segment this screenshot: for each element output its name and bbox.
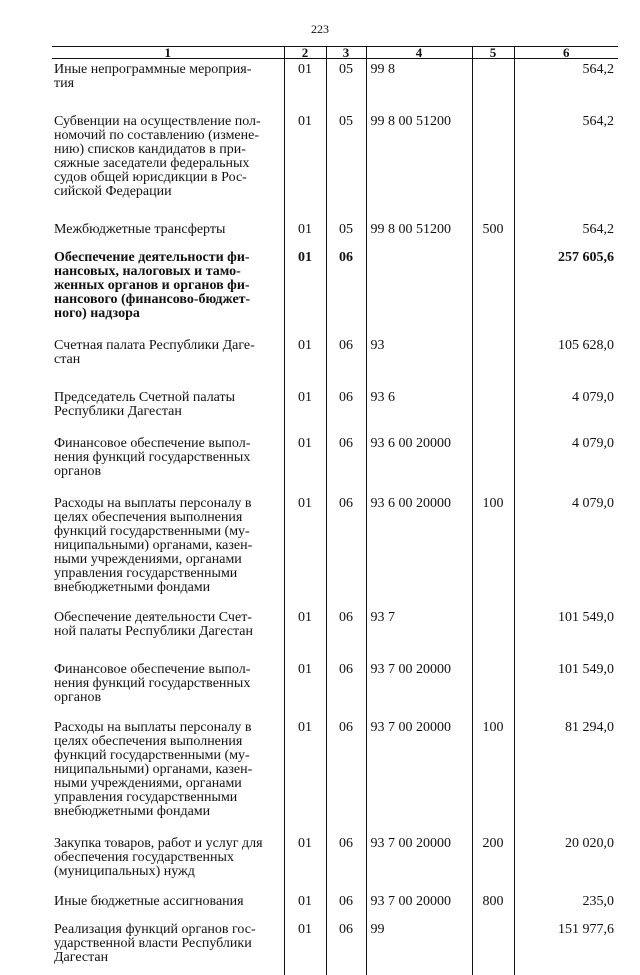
row-section-cell-text: 01 bbox=[298, 250, 312, 265]
row-subsection-cell bbox=[326, 59, 366, 112]
row-expense-type-cell bbox=[472, 717, 514, 833]
row-name-cell-text: Расходы на выплаты персоналу в целях обеспечения выполнения функций государственными (му- ниципальными) органами, казен- ными учреждениями, органами управления государственными внебюджетными фондами bbox=[54, 496, 252, 595]
row-expense-type-cell bbox=[472, 607, 514, 659]
row-subsection-cell-text: 06 bbox=[339, 436, 353, 451]
row-amount-cell-text: 4 079,0 bbox=[572, 496, 614, 511]
row-section-cell-text: 01 bbox=[298, 496, 312, 511]
row-name-cell-text: Иные бюджетные ассигнования bbox=[54, 894, 244, 909]
table-row bbox=[52, 387, 618, 433]
column-header-subsection: 3 bbox=[326, 47, 366, 59]
row-section-cell bbox=[284, 387, 326, 433]
row-expense-type-cell bbox=[472, 919, 514, 975]
row-subsection-cell-text: 06 bbox=[339, 894, 353, 909]
row-section-cell bbox=[284, 891, 326, 919]
row-section-cell-text: 01 bbox=[298, 390, 312, 405]
row-name-cell-text: Межбюджетные трансферты bbox=[54, 222, 225, 237]
row-subsection-cell-text: 06 bbox=[339, 390, 353, 405]
row-expense-type-cell bbox=[472, 387, 514, 433]
row-name-cell bbox=[52, 659, 284, 717]
row-section-cell bbox=[284, 659, 326, 717]
row-target-article-cell bbox=[366, 833, 472, 891]
row-amount-cell-text: 4 079,0 bbox=[572, 390, 614, 405]
row-name-cell-text: Финансовое обеспечение выпол- нения функций государственных органов bbox=[54, 436, 250, 479]
row-section-cell-text: 01 bbox=[298, 62, 312, 77]
table-row bbox=[52, 493, 618, 607]
row-name-cell-text: Председатель Счетной палаты Республики Дагестан bbox=[54, 390, 235, 419]
table-row bbox=[52, 247, 618, 335]
row-subsection-cell bbox=[326, 387, 366, 433]
row-target-article-cell bbox=[366, 59, 472, 112]
row-section-cell bbox=[284, 493, 326, 607]
row-target-article-cell-text: 99 8 00 51200 bbox=[371, 222, 452, 237]
table-row bbox=[52, 59, 618, 112]
row-subsection-cell-text: 05 bbox=[339, 62, 353, 77]
column-header-expense-type: 5 bbox=[472, 47, 514, 59]
row-subsection-cell-text: 06 bbox=[339, 496, 353, 511]
row-subsection-cell bbox=[326, 111, 366, 219]
column-header-section: 2 bbox=[284, 47, 326, 59]
row-expense-type-cell bbox=[472, 59, 514, 112]
row-target-article-cell bbox=[366, 387, 472, 433]
budget-table bbox=[52, 46, 618, 975]
row-amount-cell-text: 257 605,6 bbox=[558, 250, 614, 265]
table-row bbox=[52, 219, 618, 247]
row-section-cell-text: 01 bbox=[298, 114, 312, 129]
row-section-cell-text: 01 bbox=[298, 836, 312, 851]
row-expense-type-cell bbox=[472, 247, 514, 335]
row-section-cell bbox=[284, 919, 326, 975]
row-target-article-cell-text: 93 7 00 20000 bbox=[371, 662, 452, 677]
row-name-cell bbox=[52, 919, 284, 975]
row-name-cell-text: Счетная палата Республики Даге- стан bbox=[54, 338, 255, 367]
row-expense-type-cell bbox=[472, 219, 514, 247]
column-header-name: 1 bbox=[52, 47, 284, 59]
row-section-cell bbox=[284, 717, 326, 833]
row-amount-cell bbox=[514, 717, 618, 833]
column-header-target-article: 4 bbox=[366, 47, 472, 59]
row-section-cell bbox=[284, 335, 326, 387]
row-target-article-cell-text: 93 7 00 20000 bbox=[371, 836, 452, 851]
row-name-cell-text: Обеспечение деятельности фи- нансовых, налоговых и тамо- женных органов и органов фи- нансового (финансово-бюджет- ного) надзора bbox=[54, 250, 250, 321]
row-amount-cell bbox=[514, 111, 618, 219]
row-expense-type-cell-text: 100 bbox=[483, 720, 504, 735]
row-amount-cell bbox=[514, 219, 618, 247]
row-subsection-cell bbox=[326, 833, 366, 891]
row-name-cell bbox=[52, 717, 284, 833]
table-header-row bbox=[52, 47, 618, 59]
row-section-cell bbox=[284, 433, 326, 493]
row-name-cell bbox=[52, 111, 284, 219]
row-section-cell-text: 01 bbox=[298, 894, 312, 909]
row-section-cell-text: 01 bbox=[298, 436, 312, 451]
row-amount-cell bbox=[514, 919, 618, 975]
row-section-cell bbox=[284, 111, 326, 219]
row-section-cell-text: 01 bbox=[298, 720, 312, 735]
row-amount-cell bbox=[514, 247, 618, 335]
row-amount-cell bbox=[514, 833, 618, 891]
row-expense-type-cell-text: 500 bbox=[483, 222, 504, 237]
table-row bbox=[52, 433, 618, 493]
row-target-article-cell bbox=[366, 111, 472, 219]
row-target-article-cell-text: 93 6 bbox=[371, 390, 396, 405]
table-row bbox=[52, 607, 618, 659]
row-amount-cell-text: 101 549,0 bbox=[558, 662, 614, 677]
row-subsection-cell-text: 06 bbox=[339, 610, 353, 625]
row-amount-cell-text: 235,0 bbox=[583, 894, 615, 909]
row-subsection-cell bbox=[326, 659, 366, 717]
row-name-cell bbox=[52, 833, 284, 891]
row-name-cell bbox=[52, 59, 284, 112]
row-subsection-cell-text: 06 bbox=[339, 922, 353, 937]
row-section-cell bbox=[284, 607, 326, 659]
row-target-article-cell-text: 99 8 00 51200 bbox=[371, 114, 452, 129]
row-name-cell bbox=[52, 433, 284, 493]
row-subsection-cell bbox=[326, 335, 366, 387]
column-header-amount: 6 bbox=[514, 47, 618, 59]
row-target-article-cell bbox=[366, 607, 472, 659]
row-expense-type-cell-text: 200 bbox=[483, 836, 504, 851]
row-subsection-cell bbox=[326, 919, 366, 975]
row-name-cell bbox=[52, 335, 284, 387]
row-name-cell bbox=[52, 387, 284, 433]
row-expense-type-cell bbox=[472, 493, 514, 607]
row-section-cell-text: 01 bbox=[298, 338, 312, 353]
row-expense-type-cell bbox=[472, 433, 514, 493]
row-target-article-cell bbox=[366, 247, 472, 335]
row-amount-cell-text: 564,2 bbox=[583, 222, 615, 237]
row-section-cell-text: 01 bbox=[298, 922, 312, 937]
row-amount-cell-text: 20 020,0 bbox=[565, 836, 614, 851]
row-subsection-cell-text: 06 bbox=[339, 250, 353, 265]
row-expense-type-cell bbox=[472, 335, 514, 387]
row-amount-cell bbox=[514, 387, 618, 433]
row-section-cell-text: 01 bbox=[298, 610, 312, 625]
row-subsection-cell bbox=[326, 493, 366, 607]
row-name-cell bbox=[52, 891, 284, 919]
row-target-article-cell bbox=[366, 493, 472, 607]
row-amount-cell bbox=[514, 891, 618, 919]
row-expense-type-cell-text: 100 bbox=[483, 496, 504, 511]
row-name-cell bbox=[52, 607, 284, 659]
row-amount-cell bbox=[514, 59, 618, 112]
row-target-article-cell-text: 93 6 00 20000 bbox=[371, 496, 452, 511]
row-target-article-cell bbox=[366, 919, 472, 975]
row-name-cell-text: Финансовое обеспечение выпол- нения функций государственных органов bbox=[54, 662, 250, 705]
row-amount-cell-text: 105 628,0 bbox=[558, 338, 614, 353]
row-amount-cell bbox=[514, 659, 618, 717]
row-subsection-cell bbox=[326, 247, 366, 335]
row-amount-cell-text: 101 549,0 bbox=[558, 610, 614, 625]
row-subsection-cell bbox=[326, 433, 366, 493]
row-name-cell bbox=[52, 219, 284, 247]
row-expense-type-cell-text: 800 bbox=[483, 894, 504, 909]
row-subsection-cell-text: 06 bbox=[339, 836, 353, 851]
row-amount-cell bbox=[514, 493, 618, 607]
row-target-article-cell-text: 93 7 00 20000 bbox=[371, 720, 452, 735]
row-subsection-cell bbox=[326, 891, 366, 919]
row-name-cell-text: Расходы на выплаты персоналу в целях обеспечения выполнения функций государственными (му- ниципальными) органами, казен- ными учреждениями, органами управления государственными внебюджетными фондами bbox=[54, 720, 252, 819]
row-subsection-cell-text: 05 bbox=[339, 222, 353, 237]
row-subsection-cell-text: 06 bbox=[339, 662, 353, 677]
row-section-cell bbox=[284, 59, 326, 112]
row-name-cell-text: Обеспечение деятельности Счет- ной палаты Республики Дагестан bbox=[54, 610, 253, 639]
row-expense-type-cell bbox=[472, 659, 514, 717]
row-name-cell-text: Иные непрограммные мероприя- тия bbox=[54, 62, 251, 91]
table-row bbox=[52, 891, 618, 919]
row-name-cell-text: Закупка товаров, работ и услуг для обеспечения государственных (муниципальных) нужд bbox=[54, 836, 263, 879]
row-target-article-cell-text: 99 8 bbox=[371, 62, 396, 77]
row-target-article-cell bbox=[366, 335, 472, 387]
table-row bbox=[52, 659, 618, 717]
row-section-cell-text: 01 bbox=[298, 222, 312, 237]
row-target-article-cell-text: 93 7 00 20000 bbox=[371, 894, 452, 909]
row-subsection-cell-text: 06 bbox=[339, 338, 353, 353]
row-subsection-cell-text: 05 bbox=[339, 114, 353, 129]
row-amount-cell-text: 564,2 bbox=[583, 62, 615, 77]
row-amount-cell-text: 564,2 bbox=[583, 114, 615, 129]
page-number: 223 bbox=[0, 22, 640, 37]
row-name-cell bbox=[52, 493, 284, 607]
row-amount-cell-text: 4 079,0 bbox=[572, 436, 614, 451]
table-row bbox=[52, 717, 618, 833]
row-amount-cell bbox=[514, 335, 618, 387]
row-name-cell-text: Реализация функций органов гос- ударственной власти Республики Дагестан bbox=[54, 922, 256, 965]
table-row bbox=[52, 111, 618, 219]
row-section-cell-text: 01 bbox=[298, 662, 312, 677]
row-section-cell bbox=[284, 833, 326, 891]
table-body bbox=[52, 59, 618, 975]
row-target-article-cell bbox=[366, 891, 472, 919]
row-expense-type-cell bbox=[472, 111, 514, 219]
row-target-article-cell bbox=[366, 433, 472, 493]
row-section-cell bbox=[284, 219, 326, 247]
row-target-article-cell bbox=[366, 659, 472, 717]
table-row bbox=[52, 919, 618, 975]
row-target-article-cell bbox=[366, 219, 472, 247]
row-subsection-cell bbox=[326, 607, 366, 659]
row-target-article-cell-text: 93 6 00 20000 bbox=[371, 436, 452, 451]
row-amount-cell-text: 151 977,6 bbox=[558, 922, 614, 937]
row-subsection-cell bbox=[326, 219, 366, 247]
row-section-cell bbox=[284, 247, 326, 335]
row-name-cell bbox=[52, 247, 284, 335]
row-amount-cell bbox=[514, 433, 618, 493]
row-amount-cell bbox=[514, 607, 618, 659]
row-subsection-cell-text: 06 bbox=[339, 720, 353, 735]
row-target-article-cell-text: 99 bbox=[371, 922, 385, 937]
row-expense-type-cell bbox=[472, 891, 514, 919]
row-subsection-cell bbox=[326, 717, 366, 833]
table-row bbox=[52, 335, 618, 387]
table-row bbox=[52, 833, 618, 891]
row-amount-cell-text: 81 294,0 bbox=[565, 720, 614, 735]
row-target-article-cell bbox=[366, 717, 472, 833]
row-target-article-cell-text: 93 bbox=[371, 338, 385, 353]
row-expense-type-cell bbox=[472, 833, 514, 891]
row-target-article-cell-text: 93 7 bbox=[371, 610, 396, 625]
row-name-cell-text: Субвенции на осуществление пол- номочий по составлению (измене- нию) списков кандидатов в при- сяжные заседатели федеральных судов общей юрисдикции в Рос- сийской Федерации bbox=[54, 114, 261, 199]
